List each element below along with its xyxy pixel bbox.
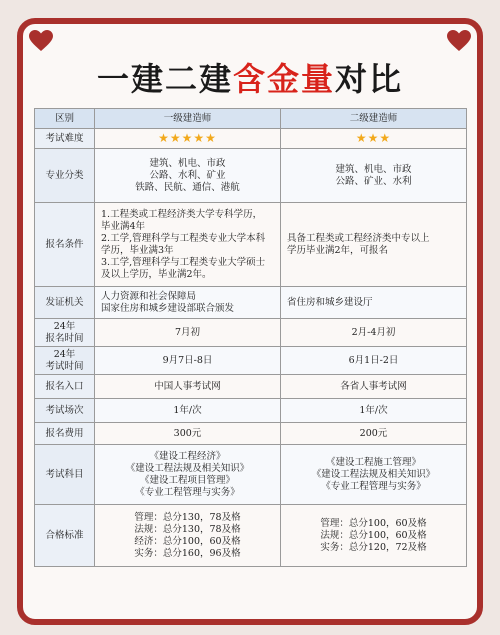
heart-icon [29, 30, 53, 52]
header-level-one: 一级建造师 [95, 109, 281, 129]
row-label: 报名条件 [35, 203, 95, 287]
header-difference: 区别 [35, 109, 95, 129]
cell-line: 人力资源和社会保障局 [101, 290, 197, 302]
issuer-two [281, 287, 467, 319]
row-label: 发证机关 [35, 287, 95, 319]
cell-line: 学历毕业满2年，可报名 [287, 244, 389, 256]
entry-two: 各省人事考试网 [281, 375, 467, 399]
cell-line: 公路、水利、矿业 [149, 169, 226, 181]
category-two [281, 149, 467, 203]
cell-line: 学历，毕业满3年 [101, 244, 174, 256]
cell-line: 法规：总分100，60及格 [320, 529, 427, 541]
fee-two: 200元 [281, 423, 467, 445]
row-label: 考试难度 [35, 129, 95, 149]
label-line: 24年 [53, 348, 76, 360]
star-icon: ★★★ [355, 130, 392, 145]
cell-line: 《建设工程施工管理》 [325, 456, 421, 468]
cell-line: 毕业满4年 [101, 220, 146, 232]
comparison-table [34, 108, 467, 567]
page-title [23, 54, 477, 106]
cell-line: 《建设工程法规及相关知识》 [125, 462, 250, 474]
cell-line: 铁路、民航、通信、港航 [135, 181, 240, 193]
row-label: 考试场次 [35, 399, 95, 423]
sessions-one: 1年/次 [95, 399, 281, 423]
cell-line: 省住房和城乡建设厅 [287, 296, 373, 308]
category-one [95, 149, 281, 203]
exam-time-two: 6月1日-2日 [281, 347, 467, 375]
issuer-one [95, 287, 281, 319]
subjects-two [281, 445, 467, 505]
cell-line: 3.工学,管理科学与工程类专业大学硕士 [101, 256, 266, 268]
cell-line: 国家住房和城乡建设部联合颁发 [101, 302, 235, 314]
row-label: 考试科目 [35, 445, 95, 505]
title-part3: 对比 [335, 60, 404, 98]
cell-line: 《建设工程法规及相关知识》 [311, 468, 436, 480]
cell-line: 《专业工程管理与实务》 [135, 486, 240, 498]
table-row [35, 129, 467, 149]
table-row [35, 203, 467, 287]
cell-line: 1.工程类或工程经济类大学专科学历， [101, 208, 263, 220]
cell-line: 《专业工程管理与实务》 [321, 480, 426, 492]
entry-one: 中国人事考试网 [95, 375, 281, 399]
row-label [35, 319, 95, 347]
row-label [35, 347, 95, 375]
cell-line: 具备工程类或工程经济类中专以上 [287, 232, 430, 244]
condition-two [281, 203, 467, 287]
pass-one [95, 505, 281, 567]
table-row [35, 445, 467, 505]
table-row [35, 375, 467, 399]
label-line: 考试时间 [45, 360, 84, 372]
cell-line: 2.工学,管理科学与工程类专业大学本科 [101, 232, 266, 244]
cell-line: 建筑、机电、市政 [335, 163, 412, 175]
cell-line: 《建设工程项目管理》 [139, 474, 235, 486]
table-row [35, 423, 467, 445]
cell-line: 公路、矿业、水利 [335, 175, 412, 187]
heart-icon [447, 30, 471, 52]
row-label: 合格标准 [35, 505, 95, 567]
exam-time-one: 9月7日-8日 [95, 347, 281, 375]
table-row [35, 505, 467, 567]
table-row [35, 319, 467, 347]
cell-line: 及以上学历，毕业满2年。 [101, 268, 212, 280]
star-icon: ★★★★★ [158, 130, 217, 145]
row-label: 报名入口 [35, 375, 95, 399]
label-line: 报名时间 [45, 332, 84, 344]
table-row [35, 287, 467, 319]
reg-time-one: 7月初 [95, 319, 281, 347]
row-label: 专业分类 [35, 149, 95, 203]
pass-two [281, 505, 467, 567]
reg-time-two: 2月-4月初 [281, 319, 467, 347]
difficulty-stars-two [281, 129, 467, 149]
cell-line: 实务：总分120，72及格 [320, 541, 427, 553]
fee-one: 300元 [95, 423, 281, 445]
subjects-one [95, 445, 281, 505]
condition-one [95, 203, 281, 287]
cell-line: 经济：总分100，60及格 [134, 535, 241, 547]
sessions-two: 1年/次 [281, 399, 467, 423]
difficulty-stars-one [95, 129, 281, 149]
cell-line: 法规：总分130，78及格 [134, 523, 241, 535]
row-label: 报名费用 [35, 423, 95, 445]
title-part2: 含金量 [232, 60, 335, 98]
cell-line: 建筑、机电、市政 [149, 157, 226, 169]
cell-line: 实务：总分160，96及格 [134, 547, 241, 559]
table-row [35, 347, 467, 375]
header-level-two: 二级建造师 [281, 109, 467, 129]
cell-line: 管理：总分100，60及格 [320, 517, 427, 529]
title-part1: 一建二建 [96, 60, 233, 98]
table-row [35, 149, 467, 203]
cell-line: 《建设工程经济》 [149, 450, 226, 462]
cell-line: 管理：总分130，78及格 [134, 511, 241, 523]
table-row [35, 399, 467, 423]
table-header-row [35, 109, 467, 129]
label-line: 24年 [53, 320, 76, 332]
